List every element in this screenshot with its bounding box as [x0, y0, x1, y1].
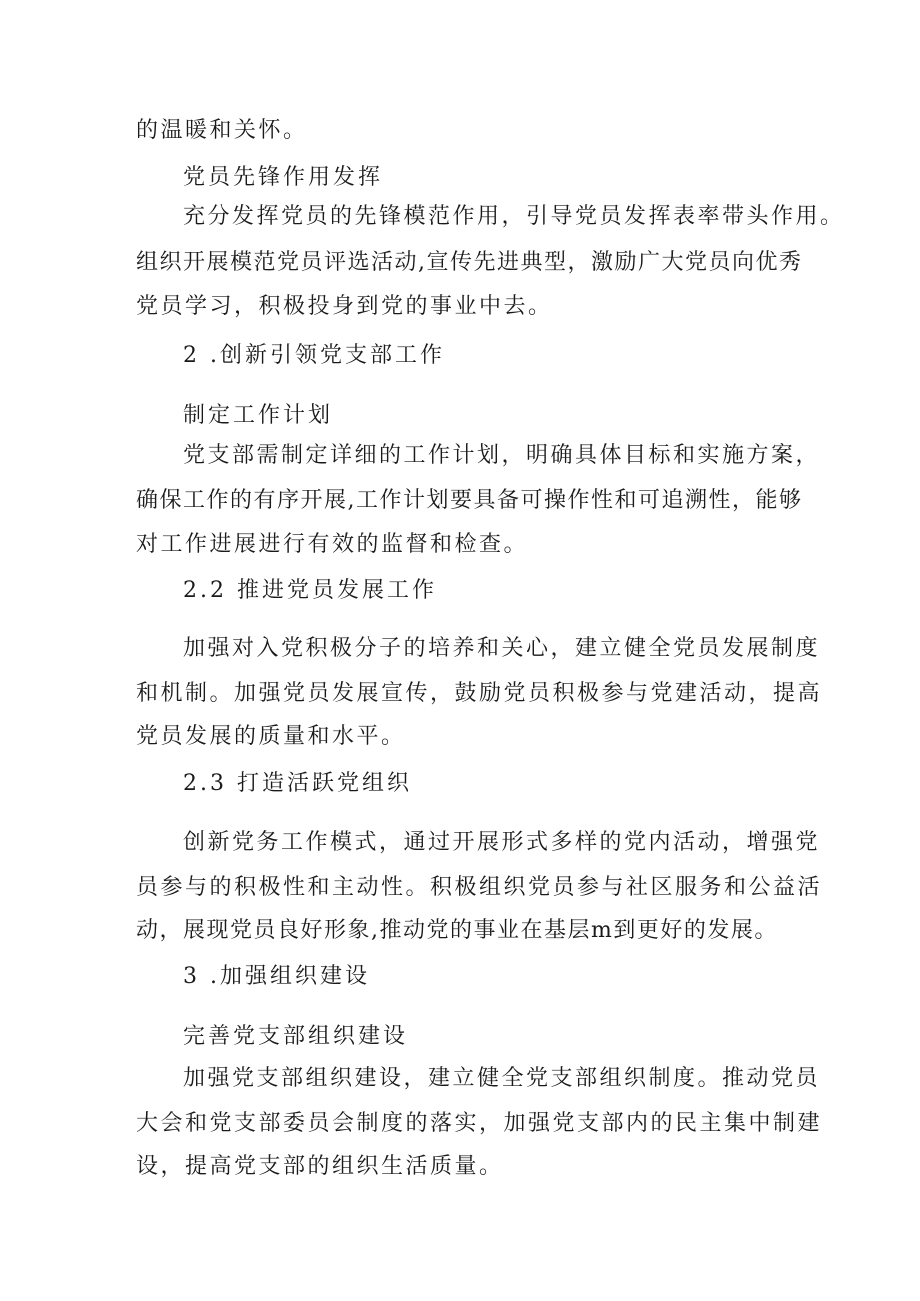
paragraph-line: 创新党务工作模式，通过开展形式多样的党内活动，增强党 — [183, 830, 821, 855]
paragraph-line: 充分发挥党员的先锋模范作用，引导党员发挥表率带头作用。 — [183, 204, 845, 229]
paragraph-line: 的温暖和关怀。 — [136, 118, 308, 143]
subsection-heading: 党员先锋作用发挥 — [183, 165, 384, 190]
paragraph-line: 党支部需制定详细的工作计划，明确具体目标和实施方案， — [183, 443, 821, 468]
subsection-heading: 2.2 推进党员发展工作 — [183, 578, 437, 603]
section-heading: 3 .加强组织建设 — [183, 964, 370, 989]
paragraph-line: 确保工作的有序开展,工作计划要具备可操作性和可追溯性，能够 — [136, 488, 803, 513]
paragraph-line: 和机制。加强党员发展宣传，鼓励党员积极参与党建活动，提高 — [136, 681, 823, 706]
subsection-heading: 2.3 打造活跃党组织 — [183, 771, 412, 796]
paragraph-line: 动，展现党员良好形象,推动党的事业在基层m到更好的发展。 — [136, 918, 778, 943]
paragraph-line: 加强对入党积极分子的培养和关心，建立健全党员发展制度 — [183, 636, 821, 661]
paragraph-line: 员参与的积极性和主动性。积极组织党员参与社区服务和公益活 — [136, 875, 823, 900]
paragraph-line: 对工作进展进行有效的监督和检查。 — [136, 532, 529, 557]
paragraph-line: 党员学习，积极投身到党的事业中去。 — [136, 294, 553, 319]
subsection-heading: 完善党支部组织建设 — [183, 1024, 409, 1049]
paragraph-line: 党员发展的质量和水平。 — [136, 724, 406, 749]
paragraph-line: 设，提高党支部的组织生活质量。 — [136, 1154, 504, 1179]
section-heading: 2 .创新引领党支部工作 — [183, 343, 445, 368]
paragraph-line: 组织开展模范党员评选活动,宣传先进典型，激励广大党员向优秀 — [136, 250, 803, 275]
subsection-heading: 制定工作计划 — [183, 403, 334, 428]
paragraph-line: 大会和党支部委员会制度的落实，加强党支部内的民主集中制建 — [136, 1111, 823, 1136]
paragraph-line: 加强党支部组织建设，建立健全党支部组织制度。推动党员 — [183, 1066, 821, 1091]
